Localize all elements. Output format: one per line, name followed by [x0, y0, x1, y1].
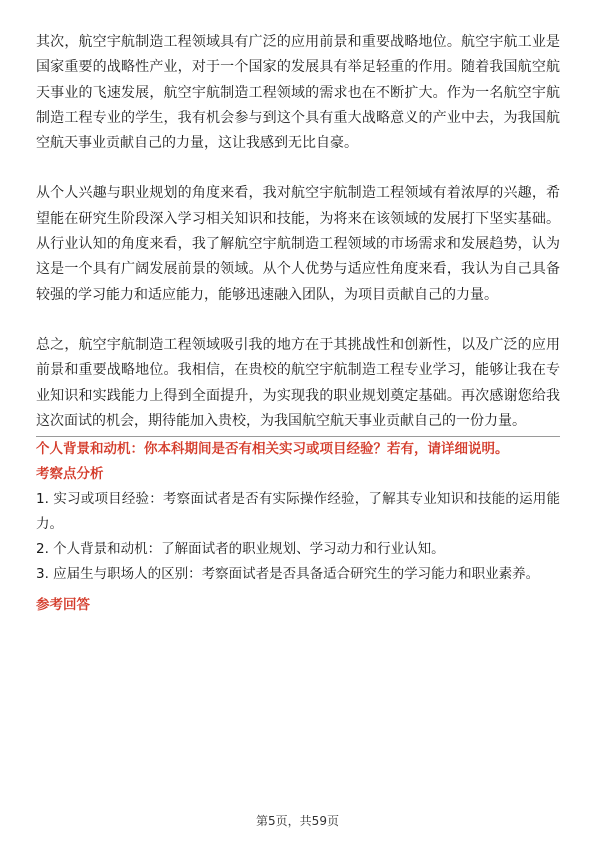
page-content — [36, 30, 560, 618]
paragraph-conclusion: 总之，航空宇航制造工程领域吸引我的地方在于其挑战性和创新性，以及广泛的应用前景和重要战略地位。我相信，在贵校的航空宇航制造工程专业学习，能够让我在专业知识和实践能力上得到全面提升，为实现我的职业规划奠定基础。再次感谢您给我这次面试的机会，期待能加入贵校，为我国航空航天事业贡献自己的一份力量。 — [36, 336, 560, 429]
analysis-item: 3. 应届生与职场人的区别：考察面试者是否具备适合研究生的学习能力和职业素养。 — [36, 566, 540, 583]
paragraph-significance: 其次，航空宇航制造工程领域具有广泛的应用前景和重要战略地位。航空宇航工业是国家重要的战略性产业，对于一个国家的发展具有举足轻重的作用。随着我国航空航天事业的飞速发展，航空宇航制造工程领域的需求也在不断扩大。作为一名航空宇航制造工程专业的学生，我有机会参与到这个具有重大战略意义的产业中去，为我国航空航天事业贡献自己的力量，这让我感到无比自豪。 — [36, 34, 560, 152]
answer-title: 参考回答 — [36, 597, 90, 614]
paragraph-interest: 从个人兴趣与职业规划的角度来看，我对航空宇航制造工程领域有着浓厚的兴趣，希望能在研究生阶段深入学习相关知识和技能，为将来在该领域的发展打下坚实基础。从行业认知的角度来看，我了解航空宇航制造工程领域的市场需求和发展趋势，认为这是一个具有广阔发展前景的领域。从个人优势与适应性角度来看，我认为自己具备较强的学习能力和适应能力，能够迅速融入团队，为项目贡献自己的力量。 — [36, 185, 560, 303]
analysis-item: 1. 实习或项目经验：考察面试者是否有实际操作经验，了解其专业知识和技能的运用能力。 — [36, 491, 560, 533]
analysis-title: 考察点分析 — [36, 466, 104, 483]
page-number: 第5页，共59页 — [256, 814, 339, 828]
analysis-item: 2. 个人背景和动机：了解面试者的职业规划、学习动力和行业认知。 — [36, 541, 445, 558]
interview-question: 个人背景和动机：你本科期间是否有相关实习或项目经验？若有，请详细说明。 — [36, 441, 509, 458]
